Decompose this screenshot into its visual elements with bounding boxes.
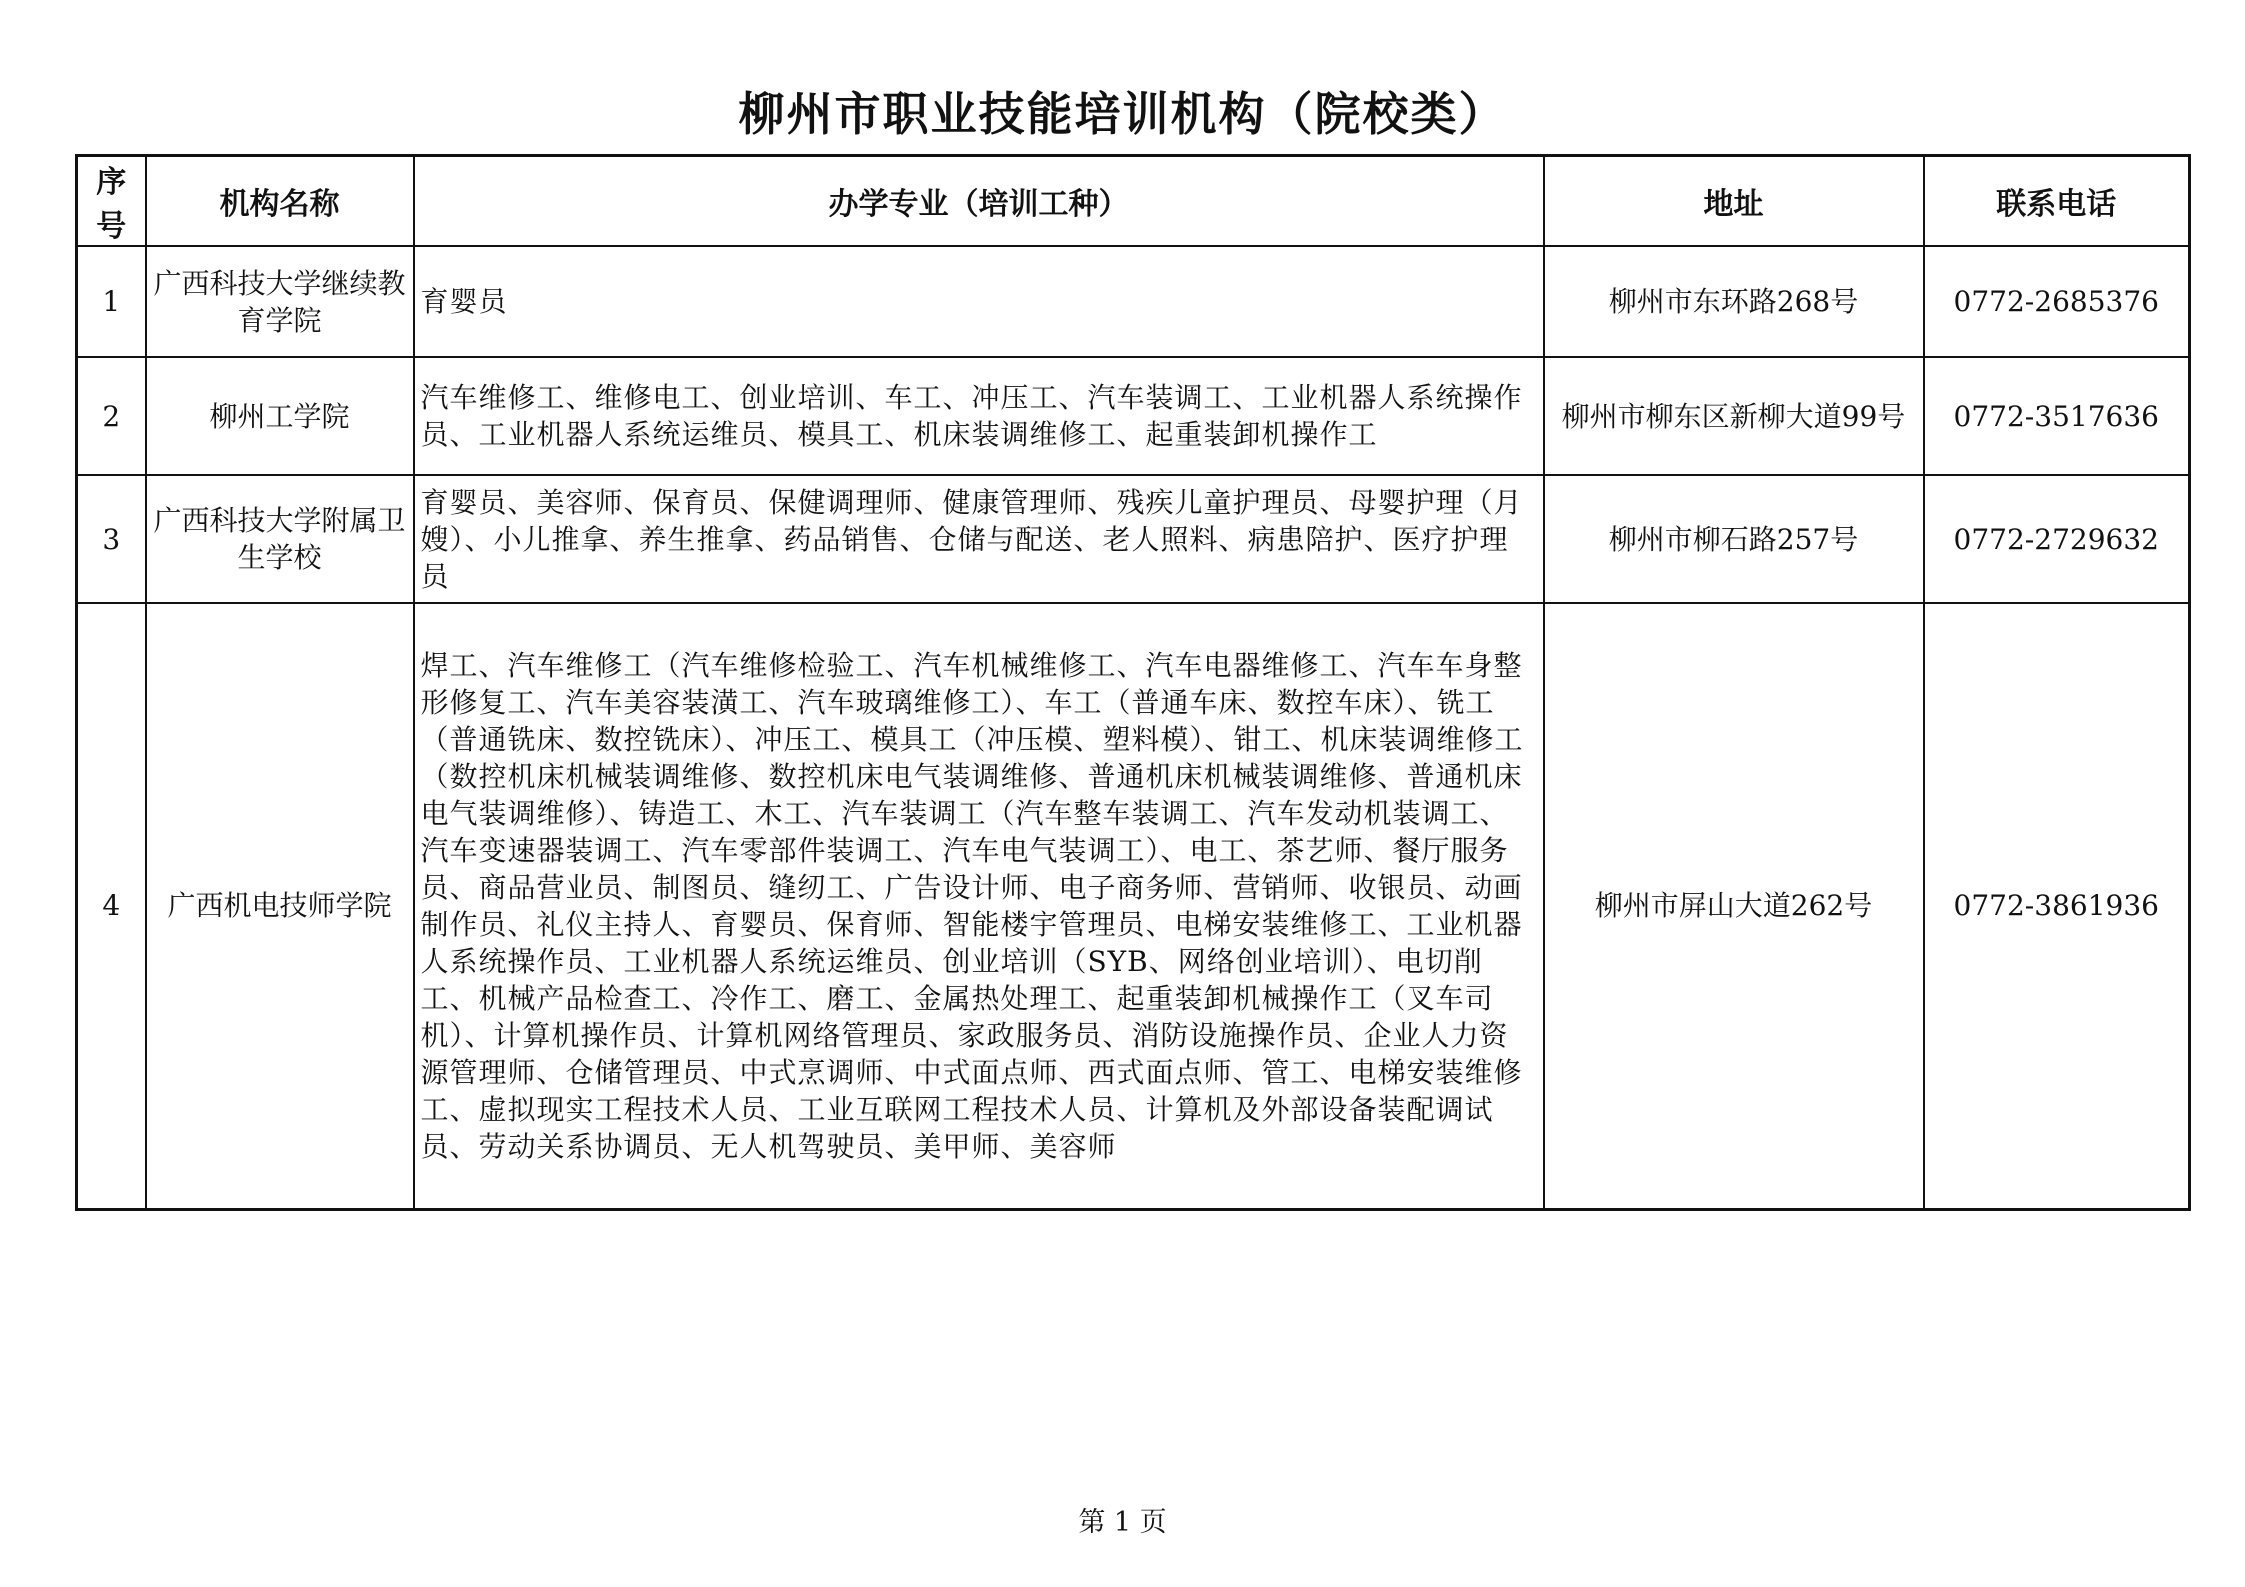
row-phone: 0772-3861936 xyxy=(1924,603,2190,1209)
row-address: 柳州市柳石路257号 xyxy=(1544,475,1924,603)
row-name: 广西机电技师学院 xyxy=(146,603,414,1209)
table-row xyxy=(77,603,2190,1209)
row-phone: 0772-2685376 xyxy=(1924,246,2190,357)
table-header-row xyxy=(77,156,2190,247)
page-title: 柳州市职业技能培训机构（院校类） xyxy=(738,87,1507,141)
row-name: 广西科技大学继续教育学院 xyxy=(146,246,414,357)
table-row xyxy=(77,475,2190,603)
row-majors: 育婴员、美容师、保育员、保健调理师、健康管理师、残疾儿童护理员、母婴护理（月嫂）、小儿推拿、养生推拿、药品销售、仓储与配送、老人照料、病患陪护、医疗护理员 xyxy=(414,475,1544,603)
table-row xyxy=(77,357,2190,475)
header-phone: 联系电话 xyxy=(1924,156,2190,247)
header-address: 地址 xyxy=(1544,156,1924,247)
row-phone: 0772-3517636 xyxy=(1924,357,2190,475)
header-name: 机构名称 xyxy=(146,156,414,247)
row-no: 3 xyxy=(77,475,146,603)
table-row xyxy=(77,246,2190,357)
row-no: 4 xyxy=(77,603,146,1209)
row-phone: 0772-2729632 xyxy=(1924,475,2190,603)
row-name: 广西科技大学附属卫生学校 xyxy=(146,475,414,603)
row-address: 柳州市屏山大道262号 xyxy=(1544,603,1924,1209)
row-address: 柳州市柳东区新柳大道99号 xyxy=(1544,357,1924,475)
row-name: 柳州工学院 xyxy=(146,357,414,475)
institution-table xyxy=(75,154,2191,1211)
row-majors: 育婴员 xyxy=(414,246,1544,357)
row-majors: 焊工、汽车维修工（汽车维修检验工、汽车机械维修工、汽车电器维修工、汽车车身整形修复工、汽车美容装潢工、汽车玻璃维修工）、车工（普通车床、数控车床）、铣工（普通铣床、数控铣床）、冲压工、模具工（冲压模、塑料模）、钳工、机床装调维修工（数控机床机械装调维修、数控机床电气装调维修、普通机床机械装调维修、普通机床电气装调维修）、铸造工、木工、汽车装调工（汽车整车装调工、汽车发动机装调工、汽车变速器装调工、汽车零部件装调工、汽车电气装调工）、电工、茶艺师、餐厅服务员、商品营业员、制图员、缝纫工、广告设计师、电子商务师、营销师、收银员、动画制作员、礼仪主持人、育婴员、保育师、智能楼宇管理员、电梯安装维修工、工业机器人系统操作员、工业机器人系统运维员、创业培训（SYB、网络创业培训）、电切削工、机械产品检查工、冷作工、磨工、金属热处理工、起重装卸机械操作工（叉车司机）、计算机操作员、计算机网络管理员、家政服务员、消防设施操作员、企业人力资源管理师、仓储管理员、中式烹调师、中式面点师、西式面点师、管工、电梯安装维修工、虚拟现实工程技术人员、工业互联网工程技术人员、计算机及外部设备装配调试员、劳动关系协调员、无人机驾驶员、美甲师、美容师 xyxy=(414,603,1544,1209)
page-number: 第 1 页 xyxy=(1078,1507,1167,1538)
row-majors: 汽车维修工、维修电工、创业培训、车工、冲压工、汽车装调工、工业机器人系统操作员、工业机器人系统运维员、模具工、机床装调维修工、起重装卸机操作工 xyxy=(414,357,1544,475)
header-majors: 办学专业（培训工种） xyxy=(414,156,1544,247)
header-no: 序号 xyxy=(77,156,146,247)
row-address: 柳州市东环路268号 xyxy=(1544,246,1924,357)
row-no: 1 xyxy=(77,246,146,357)
row-no: 2 xyxy=(77,357,146,475)
